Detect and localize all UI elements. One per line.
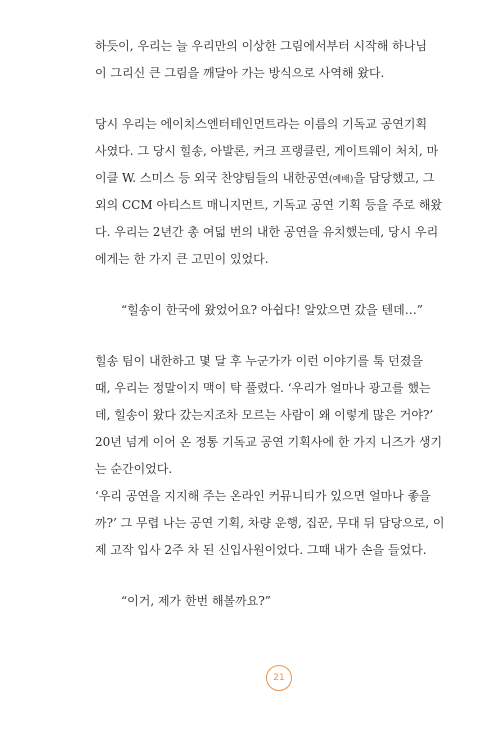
- text-line: 이 그리신 큰 그림을 깨달아 가는 방식으로 사역해 왔다.: [95, 66, 385, 80]
- text-line: 때, 우리는 정말이지 맥이 탁 풀렸다. ‘우리가 얼마나 광고를 했는: [95, 381, 431, 395]
- text-line: 당시 우리는 에이치스엔터테인먼트라는 이름의 기독교 공연기획: [95, 117, 428, 131]
- text-line: 제 고작 입사 2주 차 된 신입사원이었다. 그때 내가 손을 들었다.: [95, 543, 427, 557]
- text-line: 는 순간이었다.: [95, 462, 173, 476]
- text-line: 사였다. 그 당시 힐송, 아발론, 커크 프랭클린, 게이트웨이 처치, 마: [95, 144, 439, 158]
- text-line: [95, 165, 455, 192]
- text-line: 에게는 한 가지 큰 고민이 있었다.: [95, 252, 269, 266]
- quote-line: “힐송이 한국에 왔었어요? 아쉽다! 알았으면 갔을 텐데…”: [121, 303, 423, 317]
- text-line: 20년 넘게 이어 온 정통 기독교 공연 기획사에 한 가지 니즈가 생기: [95, 435, 443, 449]
- page-number-badge: [266, 665, 292, 691]
- quote-1: [95, 297, 455, 324]
- quote-2: [95, 588, 455, 615]
- text-line: 하듯이, 우리는 늘 우리만의 이상한 그림에서부터 시작해 하나님: [95, 39, 427, 53]
- quote-line: “이거, 제가 한번 해볼까요?”: [121, 594, 271, 608]
- text-line: 다. 우리는 2년간 총 여덟 번의 내한 공연을 유치했는데, 당시 우리: [95, 225, 439, 239]
- text-fragment: 이클 W. 스미스 등 외국 찬양팀들의 내한공연: [95, 171, 330, 185]
- text-line: 데, 힐송이 왔다 갔는지조차 모르는 사람이 왜 이렇게 많은 거야?’: [95, 408, 434, 422]
- paragraph-1: [95, 33, 455, 87]
- paragraph-2: [95, 111, 455, 273]
- text-line: 까?’ 그 무렵 나는 공연 기획, 차량 운행, 집꾼, 무대 뒤 담당으로, 이: [95, 516, 445, 530]
- small-annotation: (예배): [329, 175, 354, 185]
- text-fragment: 을 담당했고, 그: [353, 171, 435, 185]
- text-line: 힐송 팀이 내한하고 몇 달 후 누군가가 이런 이야기를 툭 던졌을: [95, 354, 423, 368]
- text-line: ‘우리 공연을 지지해 주는 온라인 커뮤니티가 있으면 얼마나 좋을: [95, 489, 431, 503]
- body-text: [95, 33, 455, 615]
- page-number: 21: [273, 673, 285, 683]
- paragraph-3: [95, 348, 455, 564]
- text-line: 외의 CCM 아티스트 매니지먼트, 기독교 공연 기획 등을 주로 해왔: [95, 198, 443, 212]
